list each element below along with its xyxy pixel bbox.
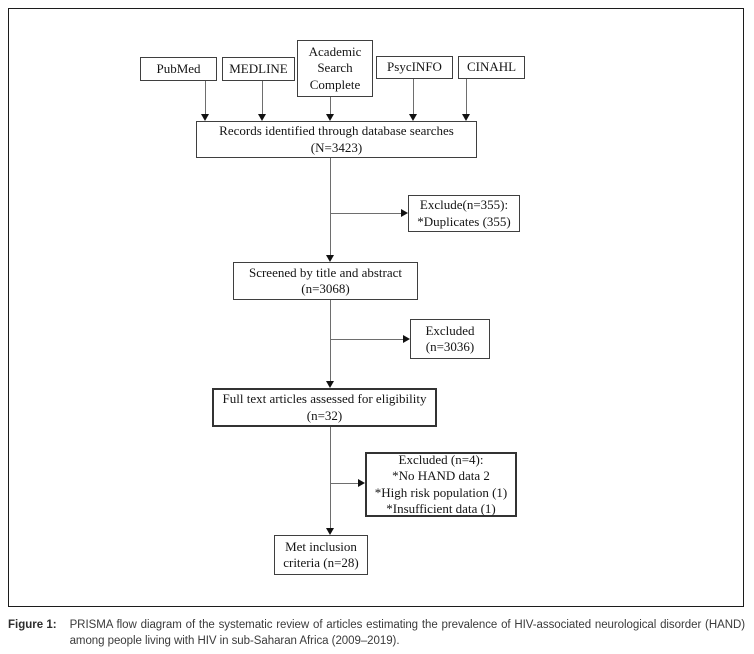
connector-pubmed-line	[205, 81, 206, 114]
source-box-psycinfo	[376, 56, 453, 79]
arrowhead-down-icon	[201, 114, 209, 121]
arrowhead-right-icon	[358, 479, 365, 487]
records-identified-box	[196, 121, 477, 158]
screened-box	[233, 262, 418, 300]
figure-caption-text: PRISMA flow diagram of the systematic review of articles estimating the prevalence of HIV-associated neurological disorder (HAND) among people living with HIV in sub-Saharan Africa (2009–2019).	[69, 619, 745, 647]
box-line: (n=32)	[306, 407, 343, 423]
connector-excluded-screening-branch-line	[330, 339, 403, 340]
box-line: Excluded	[425, 322, 475, 338]
source-box-cinahl	[458, 56, 525, 79]
connector-medline-line	[262, 81, 263, 114]
figure-caption	[8, 617, 745, 649]
box-line: *No HAND data 2	[392, 468, 490, 484]
arrowhead-down-icon	[326, 255, 334, 262]
connector-screened-to-fulltext-line	[330, 300, 331, 381]
source-label: PsycINFO	[387, 59, 442, 75]
box-line: Full text articles assessed for eligibility	[222, 391, 427, 407]
source-box-pubmed	[140, 57, 217, 81]
source-label: MEDLINE	[229, 60, 288, 76]
connector-cinahl-line	[466, 79, 467, 114]
arrowhead-down-icon	[462, 114, 470, 121]
connector-excluded-fulltext-branch-line	[330, 483, 358, 484]
met-inclusion-box	[274, 535, 368, 575]
box-line: *Duplicates (355)	[417, 213, 511, 229]
excluded-screening-box	[410, 319, 490, 359]
connector-records-to-screened-line	[330, 158, 331, 255]
box-line: Screened by title and abstract	[248, 264, 403, 280]
figure-caption-label: Figure 1:	[8, 619, 57, 631]
arrowhead-down-icon	[326, 528, 334, 535]
arrowhead-down-icon	[326, 381, 334, 388]
connector-academic-line	[330, 97, 331, 114]
full-text-assessed-box	[212, 388, 437, 427]
arrowhead-right-icon	[403, 335, 410, 343]
arrowhead-down-icon	[326, 114, 334, 121]
source-box-medline	[222, 57, 295, 81]
excluded-fulltext-box	[365, 452, 517, 517]
box-line: *High risk population (1)	[374, 484, 508, 500]
connector-psycinfo-line	[413, 79, 414, 114]
source-box-academic-search-complete	[297, 40, 373, 97]
arrowhead-down-icon	[409, 114, 417, 121]
box-line: Records identified through database searches	[219, 123, 454, 139]
box-line: (N=3423)	[310, 139, 363, 155]
box-line: Met inclusion	[285, 538, 357, 554]
box-line: Exclude(n=355):	[419, 197, 509, 213]
source-label: Academic Search Complete	[308, 44, 362, 92]
connector-duplicates-branch-line	[330, 213, 401, 214]
box-line: criteria (n=28)	[283, 555, 359, 570]
box-line: Excluded (n=4):	[398, 452, 484, 467]
box-line: (n=3068)	[301, 281, 350, 296]
arrowhead-down-icon	[258, 114, 266, 121]
arrowhead-right-icon	[401, 209, 408, 217]
box-line: *Insufficient data (1)	[386, 500, 496, 516]
source-label: CINAHL	[466, 59, 517, 75]
figure-border-frame	[8, 8, 744, 607]
box-line: (n=3036)	[425, 339, 475, 354]
source-label: PubMed	[156, 60, 201, 76]
connector-fulltext-to-included-line	[330, 427, 331, 528]
exclude-duplicates-box	[408, 195, 520, 232]
